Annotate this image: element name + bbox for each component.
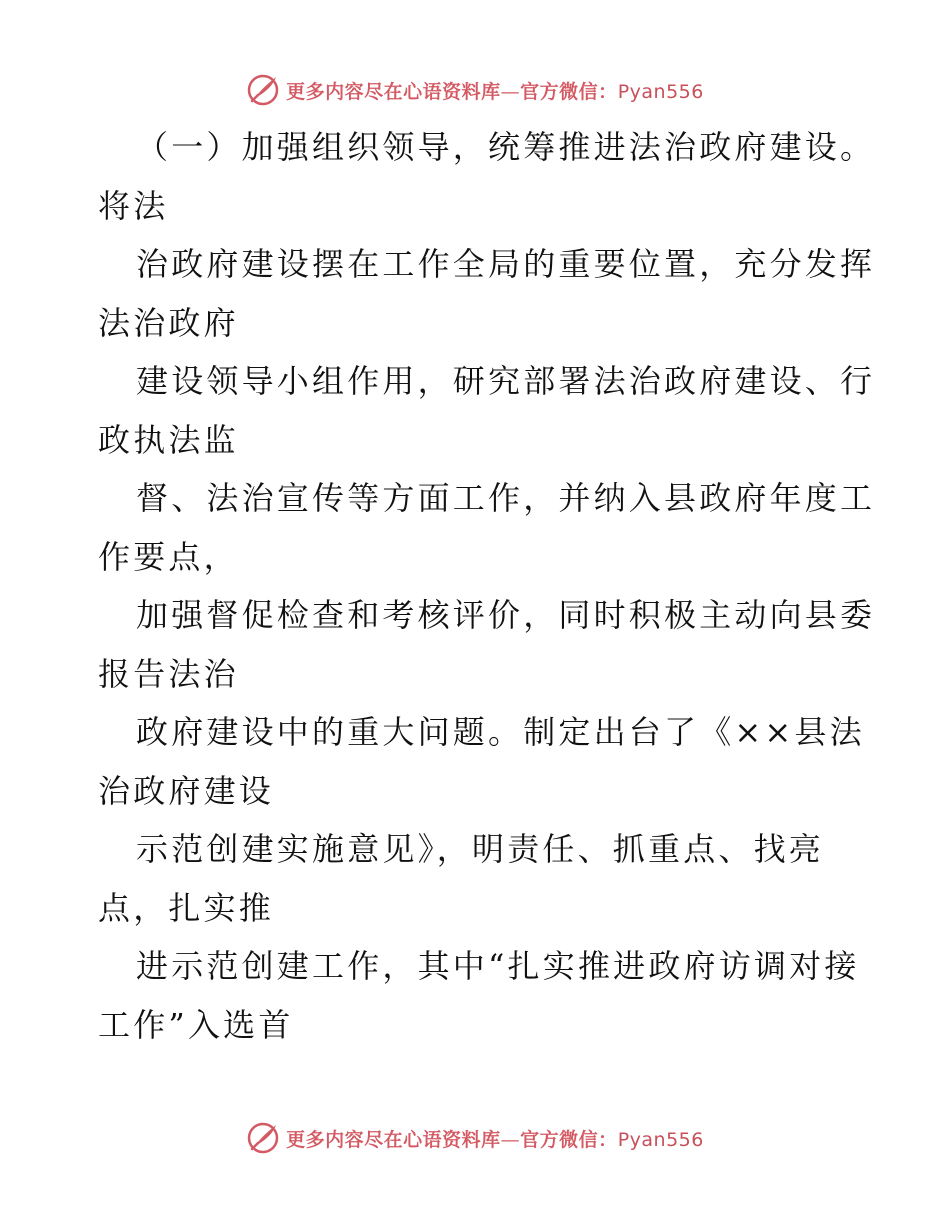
header-watermark (0, 70, 950, 110)
watermark-label: 官方微信： (520, 1128, 618, 1151)
paragraph-line: 加强督促检查和考核评价，同时积极主动向县委 (136, 596, 876, 634)
quill-pen-circle-icon (246, 73, 280, 107)
watermark-text (286, 1125, 704, 1152)
paragraph-line: 建设领导小组作用，研究部署法治政府建设、行 (136, 362, 876, 400)
paragraph-line: 报告法治 (98, 654, 239, 693)
document-body (98, 118, 876, 1054)
watermark-text (286, 77, 704, 104)
paragraph-line: 法治政府 (98, 303, 239, 342)
watermark-separator: — (500, 80, 521, 103)
paragraph-line: 示范创建实施意见》，明责任、抓重点、找亮 (136, 830, 825, 868)
paragraph-line: 作要点， (98, 537, 239, 576)
paragraph-line: 政府建设中的重大问题。制定出台了《××县法 (136, 713, 865, 751)
paragraph-line: 治政府建设 (98, 771, 275, 810)
watermark-account: Pyan556 (617, 1128, 704, 1151)
paragraph-line: 治政府建设摆在工作全局的重要位置，充分发挥 (136, 245, 876, 283)
footer-watermark (0, 1118, 950, 1158)
paragraph-line: 政执法监 (98, 420, 239, 459)
paragraph-line: 工作”入选首 (98, 1005, 294, 1044)
watermark-account: Pyan556 (617, 80, 704, 103)
paragraph-line: 进示范创建工作，其中“扎实推进政府访调对接 (136, 947, 860, 985)
watermark-brand: 更多内容尽在心语资料库 (286, 1128, 501, 1151)
paragraph-line: 点，扎实推 (98, 888, 275, 927)
watermark-label: 官方微信： (520, 80, 618, 103)
watermark-brand: 更多内容尽在心语资料库 (286, 80, 501, 103)
paragraph-line: 督、法治宣传等方面工作，并纳入县政府年度工 (136, 479, 876, 517)
paragraph-line: 将法 (98, 186, 169, 225)
paragraph-line: （一）加强组织领导，统筹推进法治政府建设。 (136, 128, 876, 166)
watermark-separator: — (500, 1128, 521, 1151)
quill-pen-circle-icon (246, 1121, 280, 1155)
